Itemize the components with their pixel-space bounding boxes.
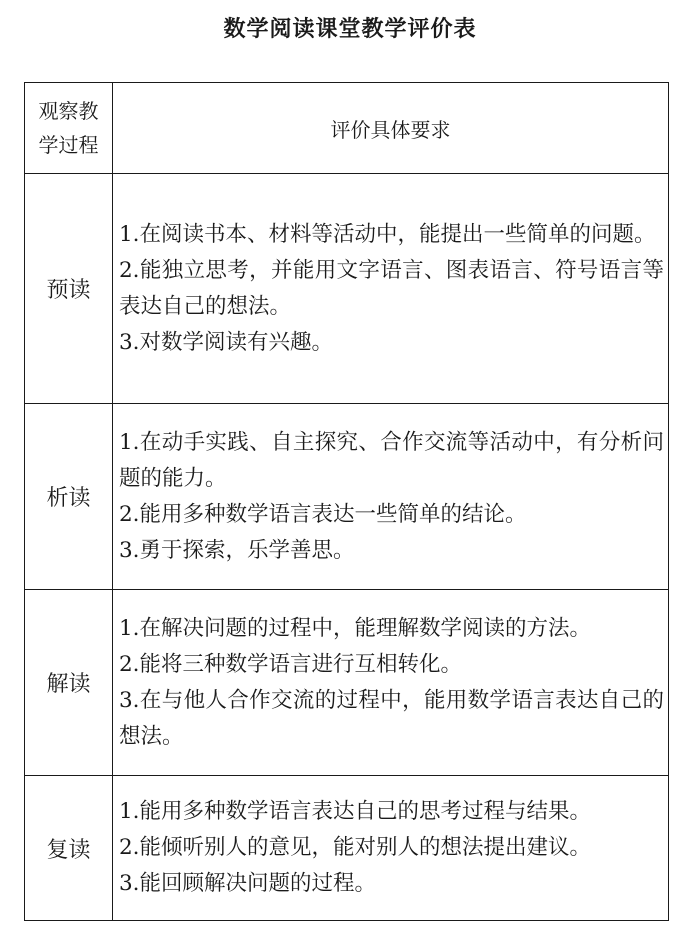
requirement-item: 1.在阅读书本、材料等活动中，能提出一些简单的问题。 — [119, 221, 656, 247]
requirement-item: 1.在动手实践、自主探究、合作交流等活动中，有分析问题的能力。 — [119, 429, 664, 491]
stage-cell-review: 复读 — [25, 776, 113, 921]
stage-cell-analyze: 析读 — [25, 404, 113, 590]
stage-column-header-line1: 观察教 — [38, 99, 99, 123]
requirement-item: 2.能倾听别人的意见，能对别人的想法提出建议。 — [119, 835, 592, 860]
requirement-cell — [113, 404, 669, 590]
requirement-cell — [113, 174, 669, 404]
stage-column-header — [25, 83, 113, 174]
page-title: 数学阅读课堂教学评价表 — [223, 16, 477, 42]
requirement-item: 1.在解决问题的过程中，能理解数学阅读的方法。 — [119, 615, 592, 641]
table-row — [25, 590, 669, 776]
requirement-item: 3.能回顾解决问题的过程。 — [119, 871, 377, 896]
table-row — [25, 776, 669, 921]
evaluation-table — [24, 82, 669, 921]
requirement-item: 3.对数学阅读有兴趣。 — [119, 329, 334, 355]
requirement-item: 3.在与他人合作交流的过程中，能用数学语言表达自己的想法。 — [119, 687, 664, 749]
table-row — [25, 404, 669, 590]
requirement-item: 3.勇于探索，乐学善思。 — [119, 537, 355, 563]
requirement-item: 2.能将三种数学语言进行互相转化。 — [119, 651, 463, 677]
stage-column-header-line2: 学过程 — [38, 133, 99, 157]
requirement-column-header: 评价具体要求 — [113, 83, 669, 174]
requirement-cell — [113, 776, 669, 921]
stage-cell-interpret: 解读 — [25, 590, 113, 776]
requirement-cell — [113, 590, 669, 776]
table-row — [25, 174, 669, 404]
requirement-item: 2.能独立思考，并能用文字语言、图表语言、符号语言等表达自己的想法。 — [119, 257, 664, 319]
requirement-item: 2.能用多种数学语言表达一些简单的结论。 — [119, 501, 527, 527]
table-header-row — [25, 83, 669, 174]
stage-cell-preread: 预读 — [25, 174, 113, 404]
requirement-item: 1.能用多种数学语言表达自己的思考过程与结果。 — [119, 799, 592, 824]
